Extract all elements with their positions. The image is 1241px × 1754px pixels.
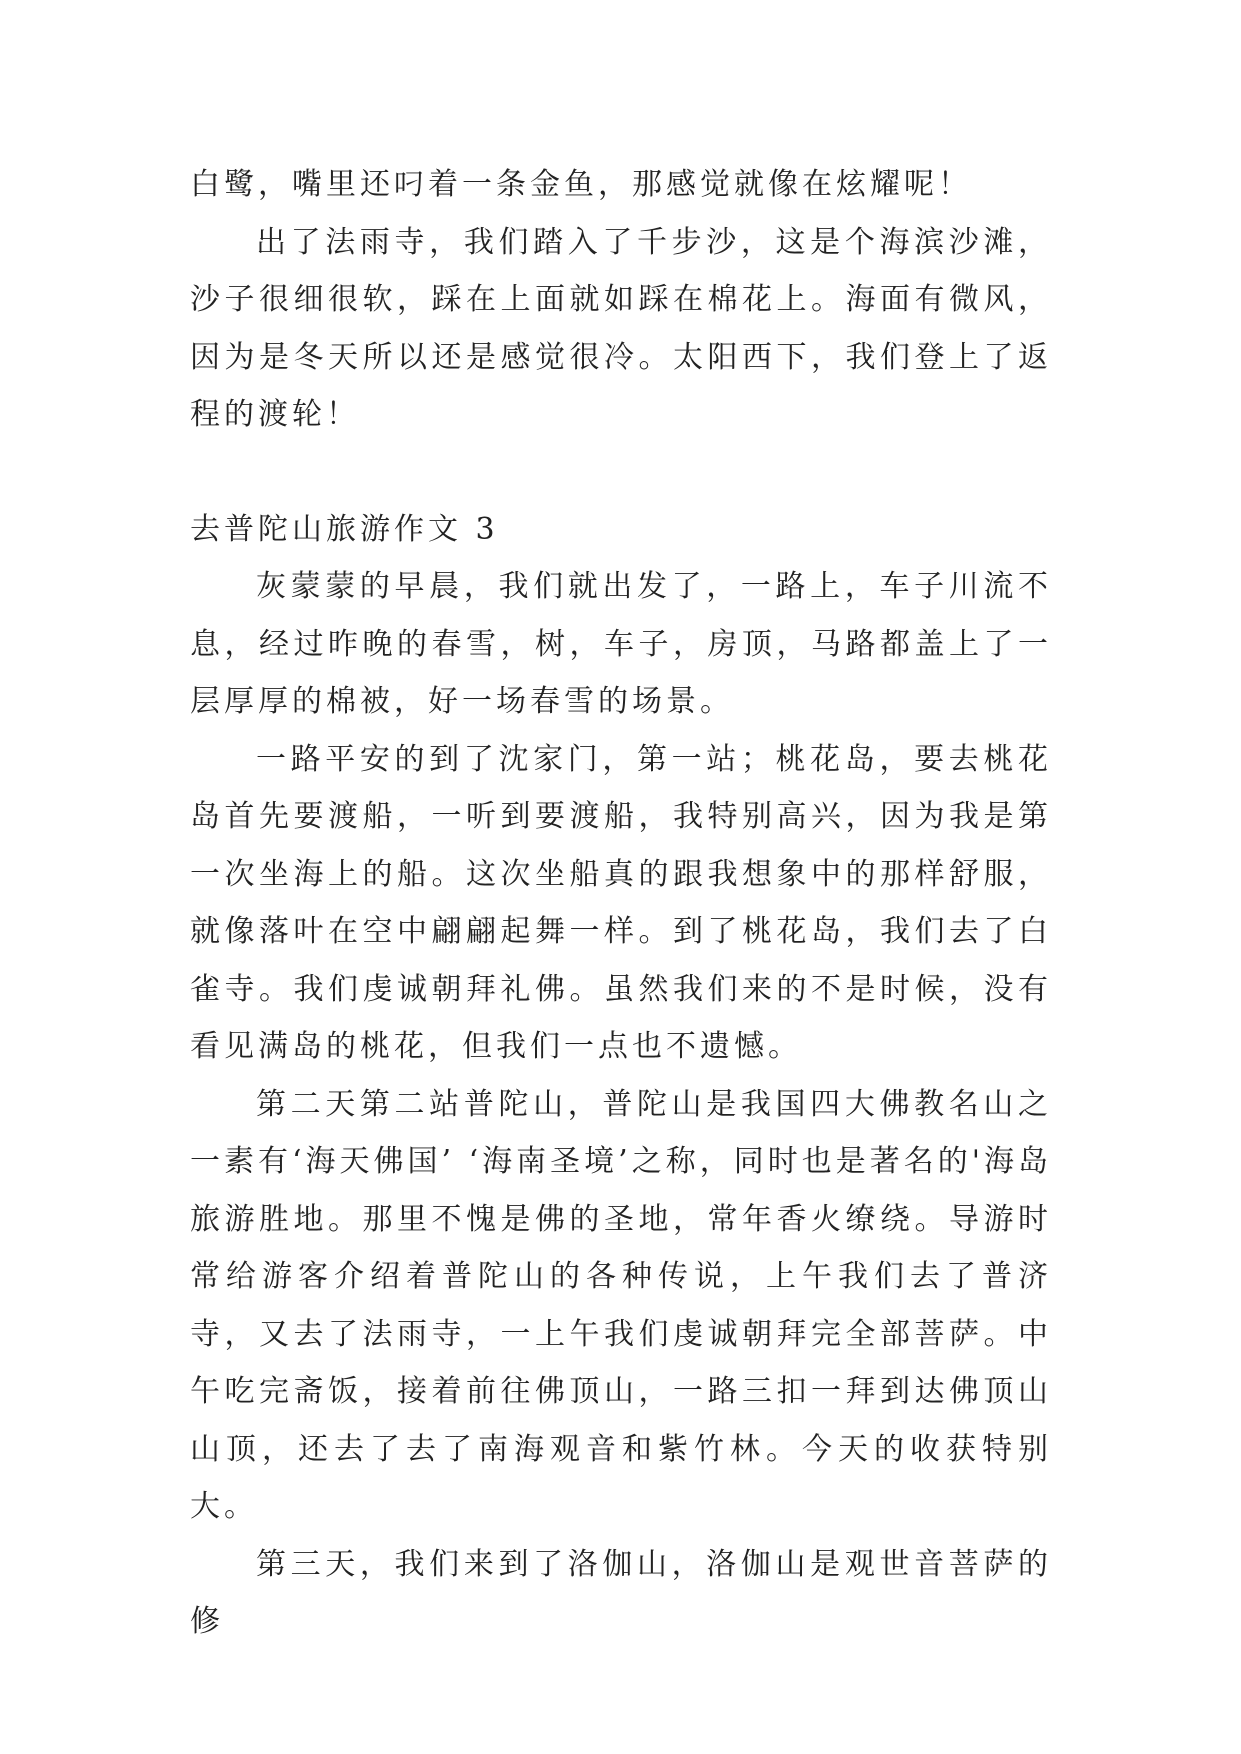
paragraph-putuoshan: 第二天第二站普陀山，普陀山是我国四大佛教名山之一素有‘海天佛国’ ‘海南圣境’之称，同时也是著名的'海岛旅游胜地。那里不愧是佛的圣地，常年香火缭绕。导游时常给游客介绍着普陀山的各种传说，上午我们去了普济寺，又去了法雨寺，一上午我们虔诚朝拜完全部菩萨。中午吃完斋饭，接着前往佛顶山，一路三扣一拜到达佛顶山山顶，还去了去了南海观音和紫竹林。今天的收获特别大。 <box>190 1086 1052 1524</box>
section-title: 去普陀山旅游作文 3 <box>190 511 499 547</box>
paragraph-taohuadao: 一路平安的到了沈家门，第一站；桃花岛，要去桃花岛首先要渡船，一听到要渡船，我特别高兴，因为我是第一次坐海上的船。这次坐船真的跟我想象中的那样舒服，就像落叶在空中翩翩起舞一样。到了桃花岛，我们去了白雀寺。我们虔诚朝拜礼佛。虽然我们来的不是时候，没有看见满岛的桃花，但我们一点也不遗憾。 <box>190 741 1052 1064</box>
paragraph-morning: 灰蒙蒙的早晨，我们就出发了，一路上，车子川流不息，经过昨晚的春雪，树，车子，房顶，马路都盖上了一层厚厚的棉被，好一场春雪的场景。 <box>190 569 1052 719</box>
section-gap <box>190 444 1052 501</box>
paragraph-qianbusha: 出了法雨寺，我们踏入了千步沙，这是个海滨沙滩，沙子很细很软，踩在上面就如踩在棉花上。海面有微风，因为是冬天所以还是感觉很冷。太阳西下，我们登上了返程的渡轮！ <box>190 224 1052 432</box>
paragraph-luojiashan: 第三天，我们来到了洛伽山，洛伽山是观世音菩萨的修 <box>190 1546 1052 1639</box>
document-body <box>190 156 1052 1651</box>
paragraph-continued: 白鹭，嘴里还叼着一条金鱼，那感觉就像在炫耀呢！ <box>190 167 972 202</box>
